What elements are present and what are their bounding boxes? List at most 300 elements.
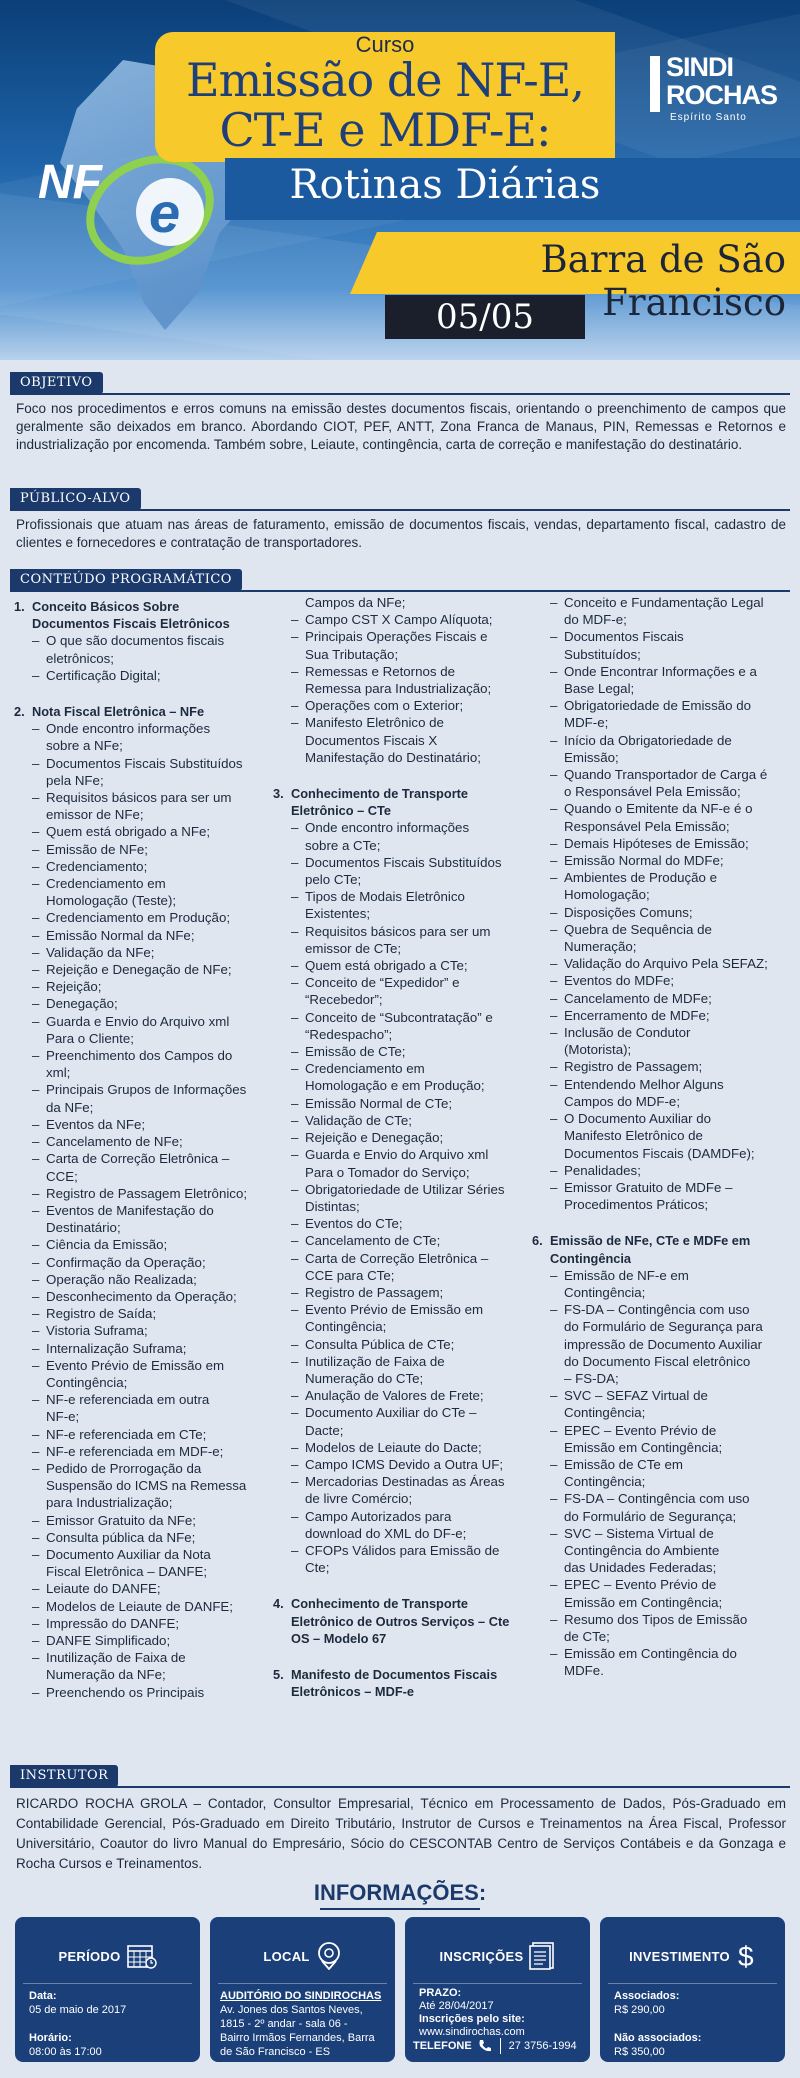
site-link[interactable]: www.sindirochas.com xyxy=(419,2026,525,2038)
dash-bullet: – xyxy=(291,612,299,628)
content-list-item xyxy=(532,852,790,869)
dash-bullet: – xyxy=(550,853,558,869)
list-item-line: Modelos de Leiaute de DANFE; xyxy=(46,1598,234,1614)
telefone-row xyxy=(413,2037,582,2055)
local-address-2: 1815 - 2º andar - sala 06 - xyxy=(220,2018,348,2030)
list-item-line: Quebra de Sequência de xyxy=(564,921,712,937)
list-item-text xyxy=(46,1288,237,1305)
section-title xyxy=(550,1232,750,1266)
content-list-item xyxy=(532,1490,790,1524)
content-list-item xyxy=(14,1133,259,1150)
info-box-periodo xyxy=(15,1917,200,2062)
content-list-item xyxy=(14,1460,259,1512)
content-list-item xyxy=(273,697,523,714)
list-item-line: Campos do MDF-e; xyxy=(564,1093,681,1109)
dash-bullet: – xyxy=(32,1529,40,1545)
content-section-heading xyxy=(14,703,259,720)
content-list-item xyxy=(14,1391,259,1425)
list-item-text xyxy=(305,1009,493,1043)
list-item-line: NF-e; xyxy=(46,1409,80,1425)
list-item-text xyxy=(564,1076,724,1110)
dash-bullet: – xyxy=(291,923,299,939)
list-item-line: Penalidades; xyxy=(564,1162,641,1178)
dash-bullet: – xyxy=(32,979,40,995)
list-item-line: Eventos de Manifestação do xyxy=(46,1202,214,1218)
list-item-line: Emissão Normal da NFe; xyxy=(46,927,195,943)
dash-bullet: – xyxy=(32,1237,40,1253)
dash-bullet: – xyxy=(550,1059,558,1075)
list-item-line: Homologação; xyxy=(564,887,650,903)
list-item-line: impressão de Documento Auxiliar xyxy=(564,1336,763,1352)
content-list-item xyxy=(273,957,523,974)
content-list-item xyxy=(14,1116,259,1133)
list-item-text xyxy=(564,1024,690,1058)
list-item-line: Manifesto Eletrônico de xyxy=(564,1128,703,1144)
nao-associados-label: Não associados: xyxy=(614,2032,702,2044)
course-city: Barra de São Francisco xyxy=(540,238,786,324)
list-item-line: Inutilização de Faixa de xyxy=(305,1353,445,1369)
list-item-line: CCE para CTe; xyxy=(305,1267,395,1283)
list-item-text xyxy=(46,1202,214,1236)
list-item-line: EPEC – Evento Prévio de xyxy=(564,1422,717,1438)
list-item-line: Quando o Emitente da NF-e é o xyxy=(564,801,753,817)
list-item-line: NF-e referenciada em outra xyxy=(46,1392,210,1408)
list-item-line: de CTe; xyxy=(564,1628,610,1644)
info-box-investimento xyxy=(600,1917,785,2062)
dash-bullet: – xyxy=(32,1306,40,1322)
content-list-item xyxy=(273,594,523,611)
dash-bullet: – xyxy=(32,1615,40,1631)
dash-bullet: – xyxy=(550,1007,558,1023)
dash-bullet: – xyxy=(291,975,299,991)
content-list-item xyxy=(532,732,790,766)
content-list-item xyxy=(273,1336,523,1353)
list-item-line: Emissão em Contingência; xyxy=(564,1594,723,1610)
list-item-line: Validação de CTe; xyxy=(305,1112,412,1128)
list-item-text xyxy=(564,1525,719,1577)
periodo-horario-label: Horário: xyxy=(29,2032,72,2044)
document-icon xyxy=(529,1942,555,1970)
content-list-item xyxy=(14,978,259,995)
list-item-line: SVC – SEFAZ Virtual de xyxy=(564,1388,708,1404)
list-item-text xyxy=(46,1150,229,1184)
list-item-line: Existentes; xyxy=(305,906,371,922)
dash-bullet: – xyxy=(291,1095,299,1111)
list-item-line: Campo CST X Campo Alíquota; xyxy=(305,612,493,628)
list-item-text xyxy=(305,1542,499,1576)
conteudo-heading: CONTEÚDO PROGRAMÁTICO xyxy=(10,569,242,591)
content-list-item xyxy=(14,1013,259,1047)
list-item-text xyxy=(46,632,224,666)
list-item-line: Modelos de Leiaute do Dacte; xyxy=(305,1439,482,1455)
list-item-line: Emissão em Contingência do xyxy=(564,1646,737,1662)
list-item-line: Documento Auxiliar do CTe – xyxy=(305,1405,477,1421)
dash-bullet: – xyxy=(550,1267,558,1283)
content-list-item xyxy=(14,944,259,961)
content-list-item xyxy=(14,927,259,944)
list-item-line: Numeração do CTe; xyxy=(305,1370,424,1386)
course-date: 05/05 xyxy=(436,297,534,337)
list-item-line: Registro de Passagem; xyxy=(564,1059,703,1075)
content-list-item xyxy=(532,1007,790,1024)
list-item-line: do Formulário de Segurança para xyxy=(564,1319,763,1335)
list-item-text xyxy=(564,955,768,972)
list-item-text xyxy=(46,1236,167,1253)
content-list-item xyxy=(14,1202,259,1236)
dash-bullet: – xyxy=(291,1336,299,1352)
list-item-text xyxy=(305,594,406,611)
list-item-line: Documentos Fiscais xyxy=(564,629,684,645)
content-list-item xyxy=(273,1146,523,1180)
content-spacer xyxy=(273,1647,523,1664)
content-list-item xyxy=(532,1525,790,1577)
local-label: LOCAL xyxy=(263,1948,310,1964)
content-list-item xyxy=(273,819,523,853)
list-item-line: Numeração; xyxy=(564,939,637,955)
list-item-line: Contingência; xyxy=(564,1405,646,1421)
content-list-item xyxy=(14,1615,259,1632)
list-item-text xyxy=(46,789,232,823)
dash-bullet: – xyxy=(291,1250,299,1266)
instrutor-heading: INSTRUTOR xyxy=(10,1765,118,1787)
dash-bullet: – xyxy=(32,1650,40,1666)
list-item-text xyxy=(305,923,491,957)
list-item-text xyxy=(305,1353,445,1387)
list-item-line: Contingência; xyxy=(305,1319,387,1335)
list-item-line: Emissão de NFe; xyxy=(46,841,148,857)
list-item-line: Sua Tributação; xyxy=(305,646,399,662)
content-list-item xyxy=(532,663,790,697)
list-item-text xyxy=(564,869,717,903)
list-item-line: Credenciamento em xyxy=(305,1061,425,1077)
list-item-line: o Responsável Pela Emissão; xyxy=(564,784,741,800)
section-rule xyxy=(10,1786,790,1788)
dash-bullet: – xyxy=(32,633,40,649)
dash-bullet: – xyxy=(32,1271,40,1287)
logo-line2: ROCHAS xyxy=(666,80,778,110)
list-item-line: Remessas e Retornos de xyxy=(305,663,456,679)
list-item-line: Leiaute do DANFE; xyxy=(46,1581,161,1597)
list-item-line: Preenchimento dos Campos do xyxy=(46,1048,233,1064)
prazo-label: PRAZO: xyxy=(419,1987,462,1999)
dash-bullet: – xyxy=(291,1542,299,1558)
dash-bullet: – xyxy=(550,1491,558,1507)
list-item-line: Rejeição e Denegação; xyxy=(305,1130,444,1146)
periodo-data: 05 de maio de 2017 xyxy=(29,2004,127,2016)
content-list-item xyxy=(532,869,790,903)
local-name: AUDITÓRIO DO SINDIROCHAS xyxy=(220,1990,382,2002)
list-item-line: Ambientes de Produção e xyxy=(564,870,718,886)
list-item-line: Tipos de Modais Eletrônico xyxy=(305,889,465,905)
box-divider xyxy=(218,1983,387,1984)
course-title-line2: CT-E e MDF-E: xyxy=(219,103,551,157)
list-item-line: Validação da NFe; xyxy=(46,944,155,960)
list-item-line: EPEC – Evento Prévio de xyxy=(564,1577,717,1593)
objetivo-text: Foco nos procedimentos e erros comuns na emissão destes documentos fiscais, orientando o preenchimento de campos que geralmente são deixados em branco. Abordando CIOT, PEF, ANTT, Zona Franca de Manaus, PIN, Remessas e Retornos e industrialização por encomenda. Também sobre, Leiaute, contingência, carta de correção e manifestação do destinatário. xyxy=(16,401,786,452)
list-item-text xyxy=(46,1047,232,1081)
content-list-item xyxy=(273,1215,523,1232)
dash-bullet: – xyxy=(32,962,40,978)
list-item-line: Credenciamento em Produção; xyxy=(46,910,231,926)
dash-bullet: – xyxy=(291,1130,299,1146)
content-spacer xyxy=(14,684,259,701)
content-list-item xyxy=(14,823,259,840)
list-item-text xyxy=(46,1271,197,1288)
list-item-line: sobre a NFe; xyxy=(46,738,123,754)
dash-bullet: – xyxy=(291,663,299,679)
list-item-text xyxy=(564,904,693,921)
list-item-text xyxy=(305,1181,505,1215)
section-number: 6. xyxy=(532,1233,543,1249)
content-list-item xyxy=(532,1110,790,1162)
list-item-line: Quem está obrigado a NFe; xyxy=(46,824,211,840)
list-item-line: Entendendo Melhor Alguns xyxy=(564,1076,724,1092)
list-item-line: Registro de Passagem Eletrônico; xyxy=(46,1185,248,1201)
list-item-line: Guarda e Envio do Arquivo xml xyxy=(305,1147,489,1163)
dash-bullet: – xyxy=(550,921,558,937)
list-item-line: Emissão de CTe; xyxy=(305,1044,406,1060)
list-item-text xyxy=(46,1460,246,1512)
list-item-text xyxy=(564,1387,708,1421)
section-title-line: Eletrônicos – MDF-e xyxy=(291,1684,415,1700)
dash-bullet: – xyxy=(291,1147,299,1163)
list-item-line: Manifestação do Destinatário; xyxy=(305,749,481,765)
list-item-text xyxy=(46,927,195,944)
list-item-line: Conceito de “Subcontratação” e xyxy=(305,1009,493,1025)
list-item-text xyxy=(305,854,502,888)
list-item-text xyxy=(305,1250,488,1284)
dash-bullet: – xyxy=(291,629,299,645)
list-item-text xyxy=(46,1305,156,1322)
list-item-line: Suspensão do ICMS na Remessa xyxy=(46,1478,247,1494)
list-item-line: Evento Prévio de Emissão em xyxy=(46,1357,225,1373)
sindirochas-logo xyxy=(640,52,790,132)
content-list-item xyxy=(14,1580,259,1597)
content-list-item xyxy=(532,1058,790,1075)
section-title-line: Conhecimento de Transporte xyxy=(291,1596,469,1612)
box-divider xyxy=(23,1983,192,1984)
content-list-item xyxy=(273,1508,523,1542)
list-item-line: FS-DA – Contingência com uso xyxy=(564,1302,750,1318)
list-item-text xyxy=(305,957,468,974)
content-list-item xyxy=(273,1301,523,1335)
content-list-item xyxy=(14,1322,259,1339)
section-title-line: OS – Modelo 67 xyxy=(291,1630,387,1646)
list-item-text xyxy=(564,663,757,697)
list-item-text xyxy=(305,888,465,922)
dash-bullet: – xyxy=(550,1076,558,1092)
list-item-text xyxy=(305,1112,412,1129)
content-list-item xyxy=(14,1598,259,1615)
dash-bullet: – xyxy=(32,1426,40,1442)
dash-bullet: – xyxy=(550,1456,558,1472)
dash-bullet: – xyxy=(32,876,40,892)
list-item-line: Campos da NFe; xyxy=(305,595,406,610)
content-list-item xyxy=(14,632,259,666)
list-item-line: Cte; xyxy=(305,1560,330,1576)
dash-bullet: – xyxy=(550,1111,558,1127)
list-item-line: Emissão Normal do MDFe; xyxy=(564,853,724,869)
dash-bullet: – xyxy=(32,910,40,926)
list-item-text xyxy=(564,1611,747,1645)
list-item-line: Campo Autorizados para xyxy=(305,1508,452,1524)
dash-bullet: – xyxy=(291,1044,299,1060)
content-list-item xyxy=(532,594,790,628)
list-item-text xyxy=(305,611,492,628)
objetivo-heading: OBJETIVO xyxy=(10,372,103,394)
investimento-header xyxy=(600,1937,785,1975)
list-item-text xyxy=(564,1162,641,1179)
list-item-line: Eventos do MDFe; xyxy=(564,973,675,989)
list-item-text xyxy=(305,1336,454,1353)
list-item-line: Cancelamento de MDFe; xyxy=(564,990,712,1006)
dash-bullet: – xyxy=(32,790,40,806)
telefone-number[interactable]: 27 3756-1994 xyxy=(508,2040,577,2052)
list-item-text xyxy=(564,921,712,955)
dash-bullet: – xyxy=(32,1323,40,1339)
list-item-line: da NFe; xyxy=(46,1099,94,1115)
list-item-text xyxy=(46,978,101,995)
dash-bullet: – xyxy=(32,1082,40,1098)
list-item-text xyxy=(305,1456,503,1473)
list-item-line: Preenchendo os Principais xyxy=(46,1684,205,1700)
list-item-line: Distintas; xyxy=(305,1198,360,1214)
dash-bullet: – xyxy=(291,1508,299,1524)
dash-bullet: – xyxy=(32,1340,40,1356)
periodo-data-label: Data: xyxy=(29,1990,57,2002)
content-column-3 xyxy=(532,594,790,1680)
content-list-item xyxy=(532,1387,790,1421)
section-title xyxy=(291,785,468,819)
content-list-item xyxy=(14,667,259,684)
info-title: INFORMAÇÕES: xyxy=(313,1880,487,1905)
content-section-heading xyxy=(273,785,523,819)
list-item-text xyxy=(46,1357,224,1391)
content-list-item xyxy=(14,1081,259,1115)
list-item-text xyxy=(46,823,210,840)
list-item-line: Requisitos básicos para ser um xyxy=(46,790,232,806)
list-item-text xyxy=(564,1110,755,1162)
list-item-line: Vistoria Suframa; xyxy=(46,1323,148,1339)
list-item-line: Destinatário; xyxy=(46,1220,121,1236)
content-list-item xyxy=(14,1236,259,1253)
list-item-text xyxy=(305,628,488,662)
nao-associados-price: R$ 350,00 xyxy=(614,2046,665,2058)
list-item-line: Base Legal; xyxy=(564,681,635,697)
list-item-line: eletrônicos; xyxy=(46,650,114,666)
dash-bullet: – xyxy=(550,801,558,817)
calendar-icon xyxy=(127,1943,157,1969)
dash-bullet: – xyxy=(550,956,558,972)
content-list-item xyxy=(273,628,523,662)
section-number: 5. xyxy=(273,1666,284,1682)
list-item-line: Credenciamento em xyxy=(46,876,166,892)
dash-bullet: – xyxy=(550,990,558,1006)
section-number: 2. xyxy=(14,704,25,720)
content-list-item xyxy=(273,663,523,697)
publico-text: Profissionais que atuam nas áreas de faturamento, emissão de documentos fiscais, vendas, departamento fiscal, cadastro de clientes e fornecedores e contratação de transportadores. xyxy=(16,517,786,550)
content-list-item xyxy=(532,1611,790,1645)
dash-bullet: – xyxy=(291,715,299,731)
list-item-text xyxy=(564,1576,722,1610)
dash-bullet: – xyxy=(550,767,558,783)
dash-bullet: – xyxy=(32,1254,40,1270)
dash-bullet: – xyxy=(550,1525,558,1541)
content-list-item xyxy=(532,1456,790,1490)
content-list-item xyxy=(273,1060,523,1094)
section-title-line: Emissão de NFe, CTe e MDFe em xyxy=(550,1233,751,1249)
content-column-1 xyxy=(14,596,259,1701)
list-item-line: Anulação de Valores de Frete; xyxy=(305,1388,484,1404)
list-item-text xyxy=(305,1284,443,1301)
list-item-text xyxy=(46,1116,145,1133)
list-item-line: Credenciamento; xyxy=(46,858,148,874)
list-item-text xyxy=(305,1439,482,1456)
list-item-line: Conceito de “Expedidor” e xyxy=(305,975,460,991)
list-item-line: CFOPs Válidos para Emissão de xyxy=(305,1542,500,1558)
dash-bullet: – xyxy=(291,1405,299,1421)
section-number: 4. xyxy=(273,1596,284,1612)
list-item-line: Dacte; xyxy=(305,1422,344,1438)
list-item-text xyxy=(305,697,463,714)
content-list-item xyxy=(14,1271,259,1288)
dash-bullet: – xyxy=(291,889,299,905)
content-list-item xyxy=(273,1404,523,1438)
dash-bullet: – xyxy=(291,820,299,836)
content-list-item xyxy=(532,904,790,921)
phone-icon xyxy=(478,2039,492,2053)
list-item-text xyxy=(305,1508,466,1542)
content-list-item xyxy=(532,800,790,834)
list-item-line: Emissão; xyxy=(564,749,619,765)
list-item-text xyxy=(564,852,724,869)
dash-bullet: – xyxy=(550,870,558,886)
section-title-line: Eletrônico de Outros Serviços – Cte xyxy=(291,1613,510,1629)
dash-bullet: – xyxy=(32,927,40,943)
list-item-line: Contingência do Ambiente xyxy=(564,1542,720,1558)
dash-bullet: – xyxy=(550,1025,558,1041)
dash-bullet: – xyxy=(32,1048,40,1064)
list-item-line: emissor de NFe; xyxy=(46,807,144,823)
list-item-line: Fiscal Eletrônica – DANFE; xyxy=(46,1564,208,1580)
list-item-line: do MDF-e; xyxy=(564,612,627,628)
telefone-divider xyxy=(500,2038,501,2054)
content-list-item xyxy=(14,755,259,789)
list-item-text xyxy=(46,909,230,926)
dash-bullet: – xyxy=(32,1581,40,1597)
periodo-horario: 08:00 às 17:00 xyxy=(29,2046,102,2058)
list-item-line: Documentos Fiscais Substituídos xyxy=(46,755,243,771)
list-item-line: Carta de Correção Eletrônica – xyxy=(305,1250,489,1266)
list-item-line: xml; xyxy=(46,1065,71,1081)
list-item-line: sobre a CTe; xyxy=(305,837,381,853)
content-list-item xyxy=(273,714,523,766)
list-item-text xyxy=(46,667,161,684)
list-item-text xyxy=(46,755,243,789)
section-rule xyxy=(10,393,790,395)
list-item-line: Eventos do CTe; xyxy=(305,1216,403,1232)
dash-bullet: – xyxy=(291,854,299,870)
list-item-text xyxy=(46,720,210,754)
list-item-line: Para o Cliente; xyxy=(46,1030,134,1046)
content-list-item xyxy=(532,1076,790,1110)
content-list-item xyxy=(14,841,259,858)
list-item-line: emissor de CTe; xyxy=(305,940,402,956)
list-item-line: Pedido de Prorrogação da xyxy=(46,1460,202,1476)
dash-bullet: – xyxy=(550,1611,558,1627)
list-item-line: Consulta pública da NFe; xyxy=(46,1529,196,1545)
content-section-heading xyxy=(273,1666,523,1700)
